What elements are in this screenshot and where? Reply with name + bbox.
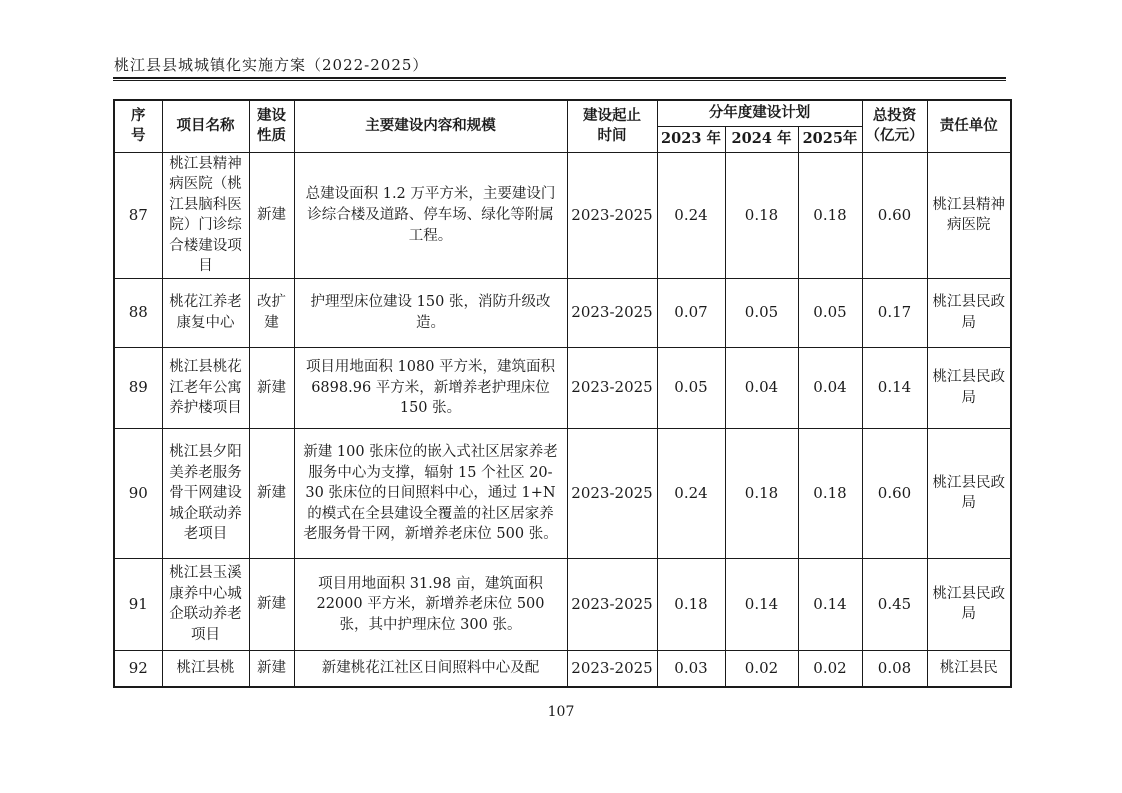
cell-2023: 0.03 [657, 650, 725, 687]
cell-content: 新建 100 张床位的嵌入式社区居家养老服务中心为支撑，辐射 15 个社区 20-30 张床位的日间照料中心，通过 1+N 的模式在全县建设全覆盖的社区居家养老服务骨干网，新增养老床位 500 张。 [294, 428, 567, 558]
project-plan-table [113, 99, 1012, 688]
cell-project-name: 桃江县精神病医院（桃江县脑科医院）门诊综合楼建设项目 [162, 152, 249, 278]
cell-2024: 0.18 [725, 428, 798, 558]
cell-seq: 92 [114, 650, 162, 687]
cell-unit: 桃江县民政局 [927, 428, 1011, 558]
cell-nature: 新建 [249, 558, 294, 650]
cell-content: 项目用地面积 1080 平方米，建筑面积 6898.96 平方米，新增养老护理床位 150 张。 [294, 347, 567, 428]
cell-seq: 88 [114, 278, 162, 347]
table-row [114, 278, 1011, 347]
cell-project-name: 桃江县桃花江老年公寓养护楼项目 [162, 347, 249, 428]
table-row [114, 650, 1011, 687]
cell-2023: 0.07 [657, 278, 725, 347]
cell-unit: 桃江县民 [927, 650, 1011, 687]
col-header-total-investment: 总投资 （亿元） [862, 100, 927, 152]
cell-total: 0.08 [862, 650, 927, 687]
cell-2025: 0.05 [798, 278, 862, 347]
cell-content: 护理型床位建设 150 张，消防升级改造。 [294, 278, 567, 347]
cell-2025: 0.14 [798, 558, 862, 650]
cell-2024: 0.14 [725, 558, 798, 650]
cell-2025: 0.18 [798, 152, 862, 278]
cell-2025: 0.18 [798, 428, 862, 558]
cell-period: 2023-2025 [567, 278, 657, 347]
cell-project-name: 桃江县玉溪康养中心城企联动养老项目 [162, 558, 249, 650]
cell-total: 0.14 [862, 347, 927, 428]
cell-project-name: 桃江县桃 [162, 650, 249, 687]
cell-content: 新建桃花江社区日间照料中心及配 [294, 650, 567, 687]
cell-2024: 0.05 [725, 278, 798, 347]
cell-seq: 91 [114, 558, 162, 650]
cell-seq: 89 [114, 347, 162, 428]
cell-unit: 桃江县民政局 [927, 347, 1011, 428]
col-header-2024: 2024 年 [725, 126, 798, 152]
cell-period: 2023-2025 [567, 650, 657, 687]
cell-content: 项目用地面积 31.98 亩，建筑面积 22000 平方米，新增养老床位 500 张，其中护理床位 300 张。 [294, 558, 567, 650]
document-header-title: 桃江县县城城镇化实施方案（2022-2025） [114, 56, 429, 74]
cell-project-name: 桃花江养老康复中心 [162, 278, 249, 347]
cell-project-name: 桃江县夕阳美养老服务骨干网建设城企联动养老项目 [162, 428, 249, 558]
cell-period: 2023-2025 [567, 347, 657, 428]
cell-nature: 新建 [249, 428, 294, 558]
cell-2023: 0.18 [657, 558, 725, 650]
col-header-project-name: 项目名称 [162, 100, 249, 152]
table-header-row-1 [114, 100, 1011, 126]
table-row [114, 347, 1011, 428]
cell-seq: 87 [114, 152, 162, 278]
cell-2025: 0.02 [798, 650, 862, 687]
cell-2023: 0.24 [657, 152, 725, 278]
cell-period: 2023-2025 [567, 152, 657, 278]
cell-2024: 0.02 [725, 650, 798, 687]
cell-nature: 新建 [249, 650, 294, 687]
cell-total: 0.17 [862, 278, 927, 347]
col-header-annual-plan: 分年度建设计划 [657, 100, 862, 126]
cell-unit: 桃江县民政局 [927, 278, 1011, 347]
cell-period: 2023-2025 [567, 558, 657, 650]
cell-nature: 新建 [249, 347, 294, 428]
col-header-nature: 建设 性质 [249, 100, 294, 152]
cell-total: 0.45 [862, 558, 927, 650]
cell-seq: 90 [114, 428, 162, 558]
col-header-2023: 2023 年 [657, 126, 725, 152]
page-number: 107 [547, 704, 575, 720]
cell-2023: 0.24 [657, 428, 725, 558]
col-header-responsible-unit: 责任单位 [927, 100, 1011, 152]
cell-total: 0.60 [862, 152, 927, 278]
cell-unit: 桃江县民政局 [927, 558, 1011, 650]
table-row [114, 428, 1011, 558]
table-row [114, 152, 1011, 278]
cell-2025: 0.04 [798, 347, 862, 428]
col-header-period: 建设起止 时间 [567, 100, 657, 152]
cell-2024: 0.18 [725, 152, 798, 278]
cell-nature: 新建 [249, 152, 294, 278]
cell-2024: 0.04 [725, 347, 798, 428]
cell-2023: 0.05 [657, 347, 725, 428]
cell-total: 0.60 [862, 428, 927, 558]
col-header-seq: 序 号 [114, 100, 162, 152]
cell-content: 总建设面积 1.2 万平方米，主要建设门诊综合楼及道路、停车场、绿化等附属工程。 [294, 152, 567, 278]
col-header-2025: 2025年 [798, 126, 862, 152]
table-row [114, 558, 1011, 650]
cell-nature: 改扩建 [249, 278, 294, 347]
cell-unit: 桃江县精神病医院 [927, 152, 1011, 278]
col-header-content: 主要建设内容和规模 [294, 100, 567, 152]
header-double-rule [113, 77, 1006, 81]
cell-period: 2023-2025 [567, 428, 657, 558]
